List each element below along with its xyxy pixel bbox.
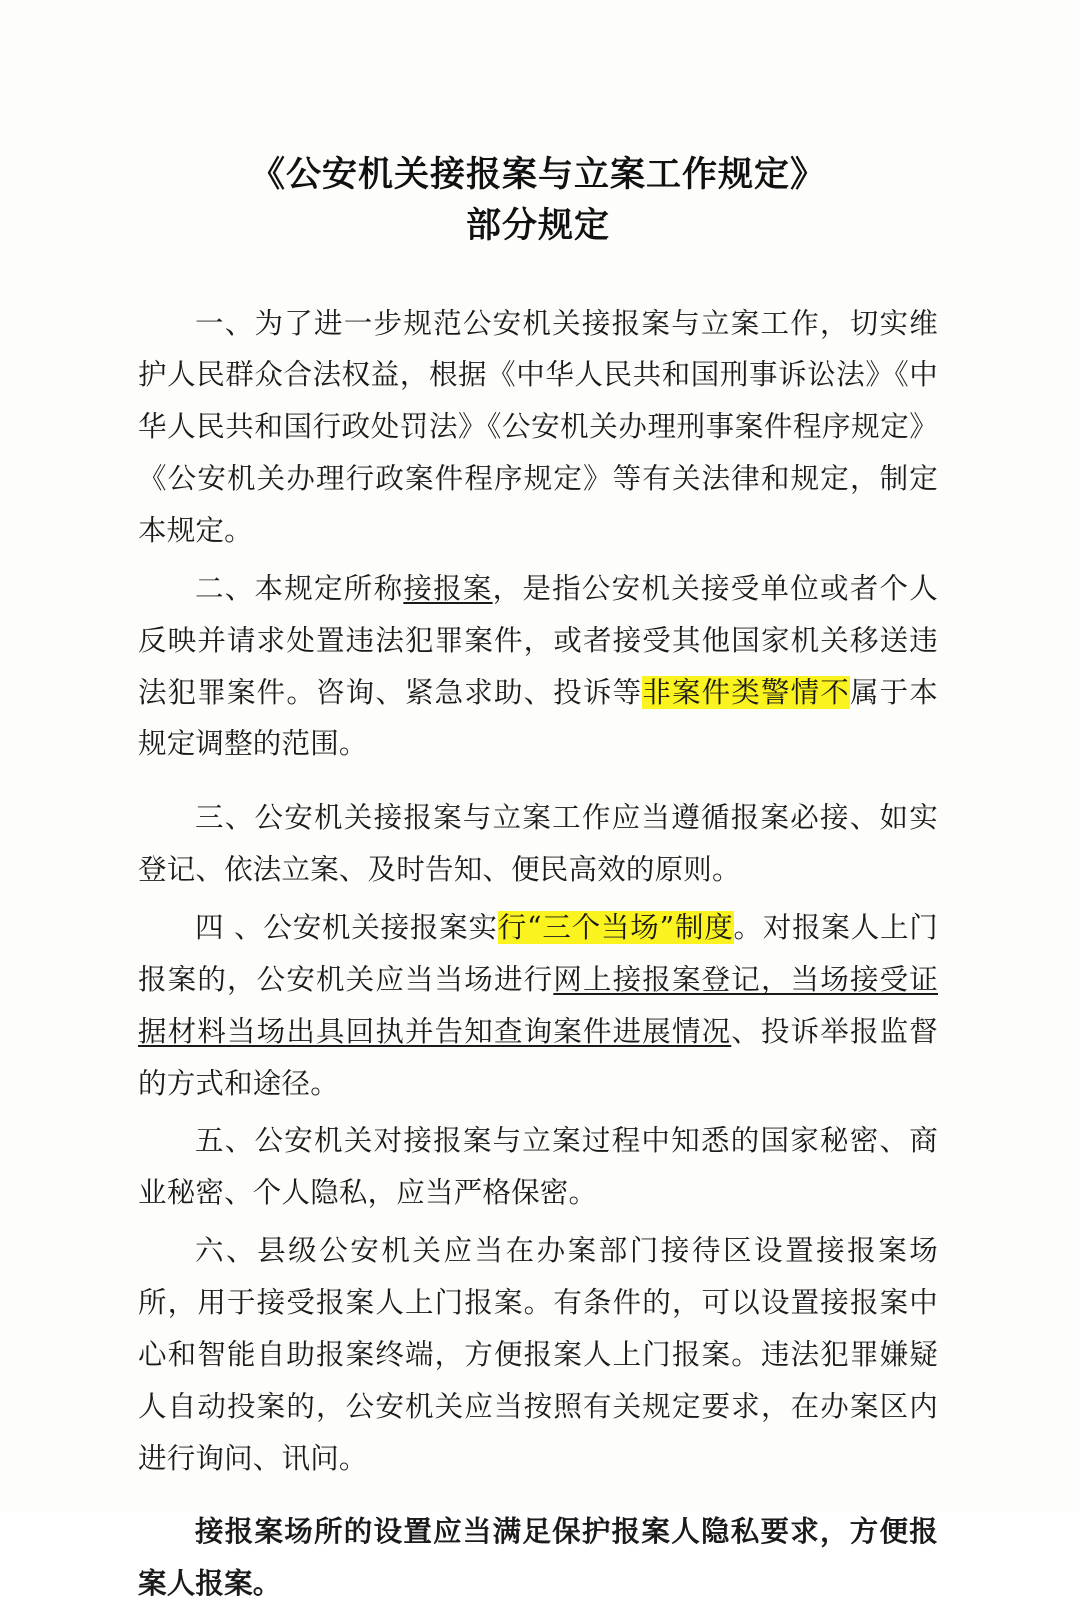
text-run: 二、本规定所称 xyxy=(195,571,404,605)
text-run: 。对报案人上门报案的，公安机关应当当场进行 xyxy=(138,910,938,996)
document-text xyxy=(138,298,938,1611)
paragraph-article-2 xyxy=(138,563,938,770)
paragraph-article-4 xyxy=(138,902,938,1109)
text-run-bold: 接报案场所的设置应当满足保护报案人隐私要求，方便报案人报案。 xyxy=(138,1514,938,1601)
text-run-underlined: 网上接报案登记，当场接受证据材料当场出具回执并告知查询案件进展情况 xyxy=(138,962,938,1048)
text-run-highlighted: 非案件类警情不 xyxy=(642,675,850,709)
title-line-1: 《公安机关接报案与立案工作规定》 xyxy=(249,154,826,195)
paragraph-article-6-continued xyxy=(138,1506,938,1610)
text-run: ，是指公安机关接受单位或者个人反映并请求处置违法犯罪案件，或者接受其他国家机关移送违法犯罪案件。咨询、紧急求助、投诉等 xyxy=(138,571,938,709)
page-title xyxy=(138,150,938,252)
document-body xyxy=(138,150,938,1616)
text-run: 四 、公安机关接报案实 xyxy=(195,910,498,944)
text-run-underlined: 接报案 xyxy=(403,571,493,605)
text-run: 三、公安机关接报案与立案工作应当遵循报案必接、如实登记、依法立案、及时告知、便民高效的原则。 xyxy=(138,801,938,887)
text-run: 五、公安机关对接报案与立案过程中知悉的国家秘密、商业秘密、个人隐私，应当严格保密。 xyxy=(138,1124,938,1210)
title-line-2: 部分规定 xyxy=(465,204,610,246)
paragraph-article-1 xyxy=(138,298,938,557)
paragraph-article-3 xyxy=(138,792,938,896)
paragraph-article-6 xyxy=(138,1225,938,1484)
text-run: 、投诉举报监督的方式和途径。 xyxy=(138,1014,938,1100)
text-run: 属于本规定调整的范围。 xyxy=(138,675,938,761)
text-run-highlighted: 行“三个当场”制度 xyxy=(497,910,734,944)
text-run: 一、为了进一步规范公安机关接报案与立案工作，切实维护人民群众合法权益，根据《中华人民共和国刑事诉讼法》《中华人民共和国行政处罚法》《公安机关办理刑事案件程序规定》《公安机关办理行政案件程序规定》等有关法律和规定，制定本规定。 xyxy=(138,306,938,547)
paragraph-article-5 xyxy=(138,1115,938,1219)
text-run: 六、县级公安机关应当在办案部门接待区设置接报案场所，用于接受报案人上门报案。有条件的，可以设置接报案中心和智能自助报案终端，方便报案人上门报案。违法犯罪嫌疑人自动投案的，公安机关应当按照有关规定要求，在办案区内进行询问、讯问。 xyxy=(138,1234,938,1475)
